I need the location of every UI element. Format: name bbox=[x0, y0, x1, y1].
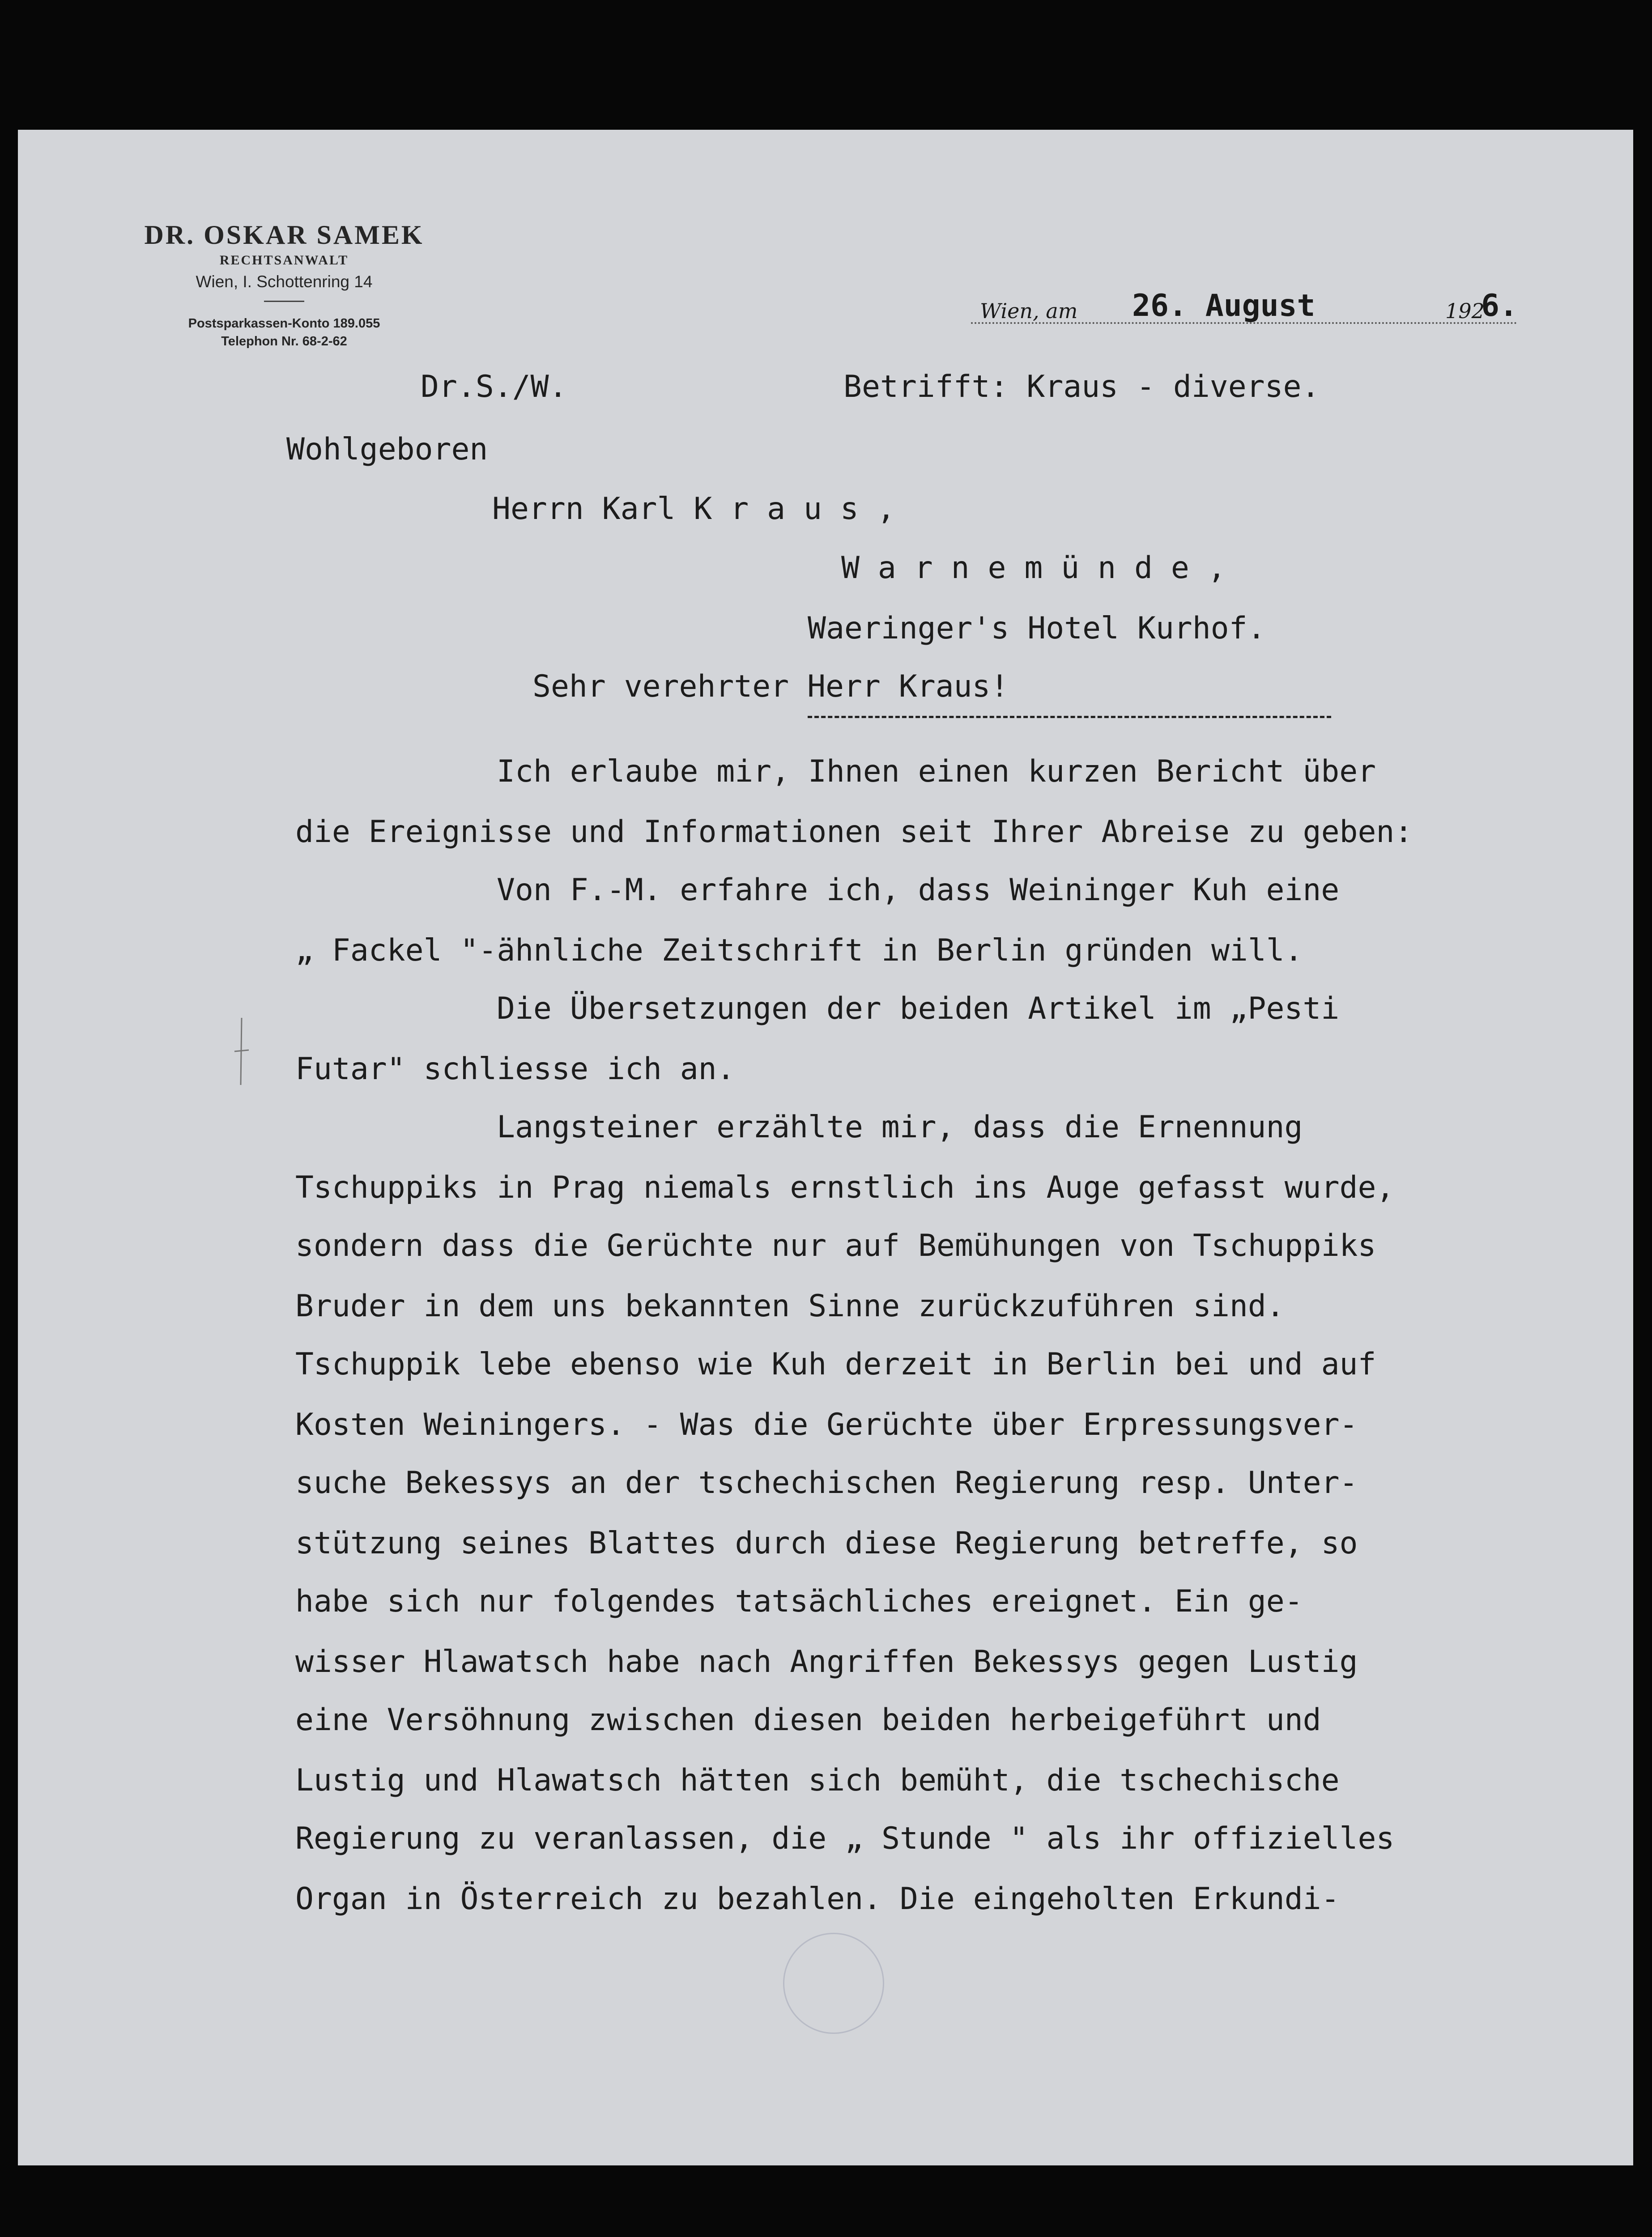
reference: Dr.S./W. bbox=[421, 369, 567, 404]
date-field bbox=[971, 282, 1517, 331]
date-year-suffix: 6. bbox=[1481, 288, 1518, 323]
body-line: eine Versöhnung zwischen diesen beiden herbeigeführt und bbox=[295, 1702, 1321, 1738]
letterhead-title: RECHTSANWALT bbox=[219, 253, 349, 268]
date-year-prefix: 192 bbox=[1445, 299, 1485, 323]
body-line: Regierung zu veranlassen, die „ Stunde " als ihr offizielles bbox=[295, 1821, 1395, 1856]
salutation: Sehr verehrter Herr Kraus! bbox=[532, 669, 1009, 704]
body-line: suche Bekessys an der tschechischen Regierung resp. Unter- bbox=[295, 1465, 1358, 1501]
recipient-honorific: Wohlgeboren bbox=[286, 432, 488, 467]
body-line: Tschuppiks in Prag niemals ernstlich ins Auge gefasst wurde, bbox=[295, 1170, 1395, 1205]
body-line: Bruder in dem uns bekannten Sinne zurückzuführen sind. bbox=[295, 1289, 1285, 1324]
body-line: Ich erlaube mir, Ihnen einen kurzen Bericht über bbox=[497, 754, 1376, 789]
subject-line: Betrifft: Kraus - diverse. bbox=[843, 369, 1320, 404]
letterhead-name: DR. OSKAR SAMEK bbox=[144, 220, 424, 250]
body-line: Futar" schliesse ich an. bbox=[295, 1051, 735, 1087]
date-place: Wien, am bbox=[980, 299, 1078, 323]
body-line: die Ereignisse und Informationen seit Ihrer Abreise zu geben: bbox=[295, 814, 1413, 850]
letterhead-divider bbox=[264, 301, 304, 302]
city-underline bbox=[808, 716, 1331, 718]
body-line: Organ in Österreich zu bezahlen. Die eingeholten Erkundi- bbox=[295, 1881, 1340, 1917]
letterhead-postal-account: Postsparkassen-Konto 189.055 bbox=[188, 316, 380, 331]
body-line: Kosten Weiningers. - Was die Gerüchte über Erpressungsver- bbox=[295, 1407, 1358, 1442]
date-day-month: 26. August bbox=[1132, 288, 1316, 323]
recipient-hotel: Waeringer's Hotel Kurhof. bbox=[808, 611, 1266, 646]
recipient-name: Herrn Karl K r a u s , bbox=[492, 491, 895, 527]
letterhead-telephone: Telephon Nr. 68-2-62 bbox=[221, 334, 347, 349]
letter-sheet bbox=[18, 130, 1633, 2165]
body-line: „ Fackel "-ähnliche Zeitschrift in Berlin gründen will. bbox=[295, 933, 1303, 968]
body-line: stützung seines Blattes durch diese Regierung betreffe, so bbox=[295, 1526, 1358, 1561]
body-line: wisser Hlawatsch habe nach Angriffen Bekessys gegen Lustig bbox=[295, 1644, 1358, 1680]
letterhead-address: Wien, I. Schottenring 14 bbox=[196, 272, 373, 291]
body-line: sondern dass die Gerüchte nur auf Bemühungen von Tschuppiks bbox=[295, 1228, 1376, 1263]
body-line: Die Übersetzungen der beiden Artikel im „Pesti bbox=[497, 991, 1340, 1026]
body-line: Von F.-M. erfahre ich, dass Weininger Kuh eine bbox=[497, 872, 1340, 908]
recipient-city: W a r n e m ü n d e , bbox=[841, 550, 1226, 586]
letterhead bbox=[89, 219, 479, 350]
archive-stamp bbox=[783, 1933, 884, 2034]
body-line: Tschuppik lebe ebenso wie Kuh derzeit in Berlin bei und auf bbox=[295, 1347, 1376, 1382]
pencil-mark bbox=[233, 1018, 251, 1089]
body-line: habe sich nur folgendes tatsächliches ereignet. Ein ge- bbox=[295, 1584, 1303, 1619]
body-line: Langsteiner erzählte mir, dass die Ernennung bbox=[497, 1110, 1303, 1145]
body-line: Lustig und Hlawatsch hätten sich bemüht, die tschechische bbox=[295, 1763, 1340, 1798]
